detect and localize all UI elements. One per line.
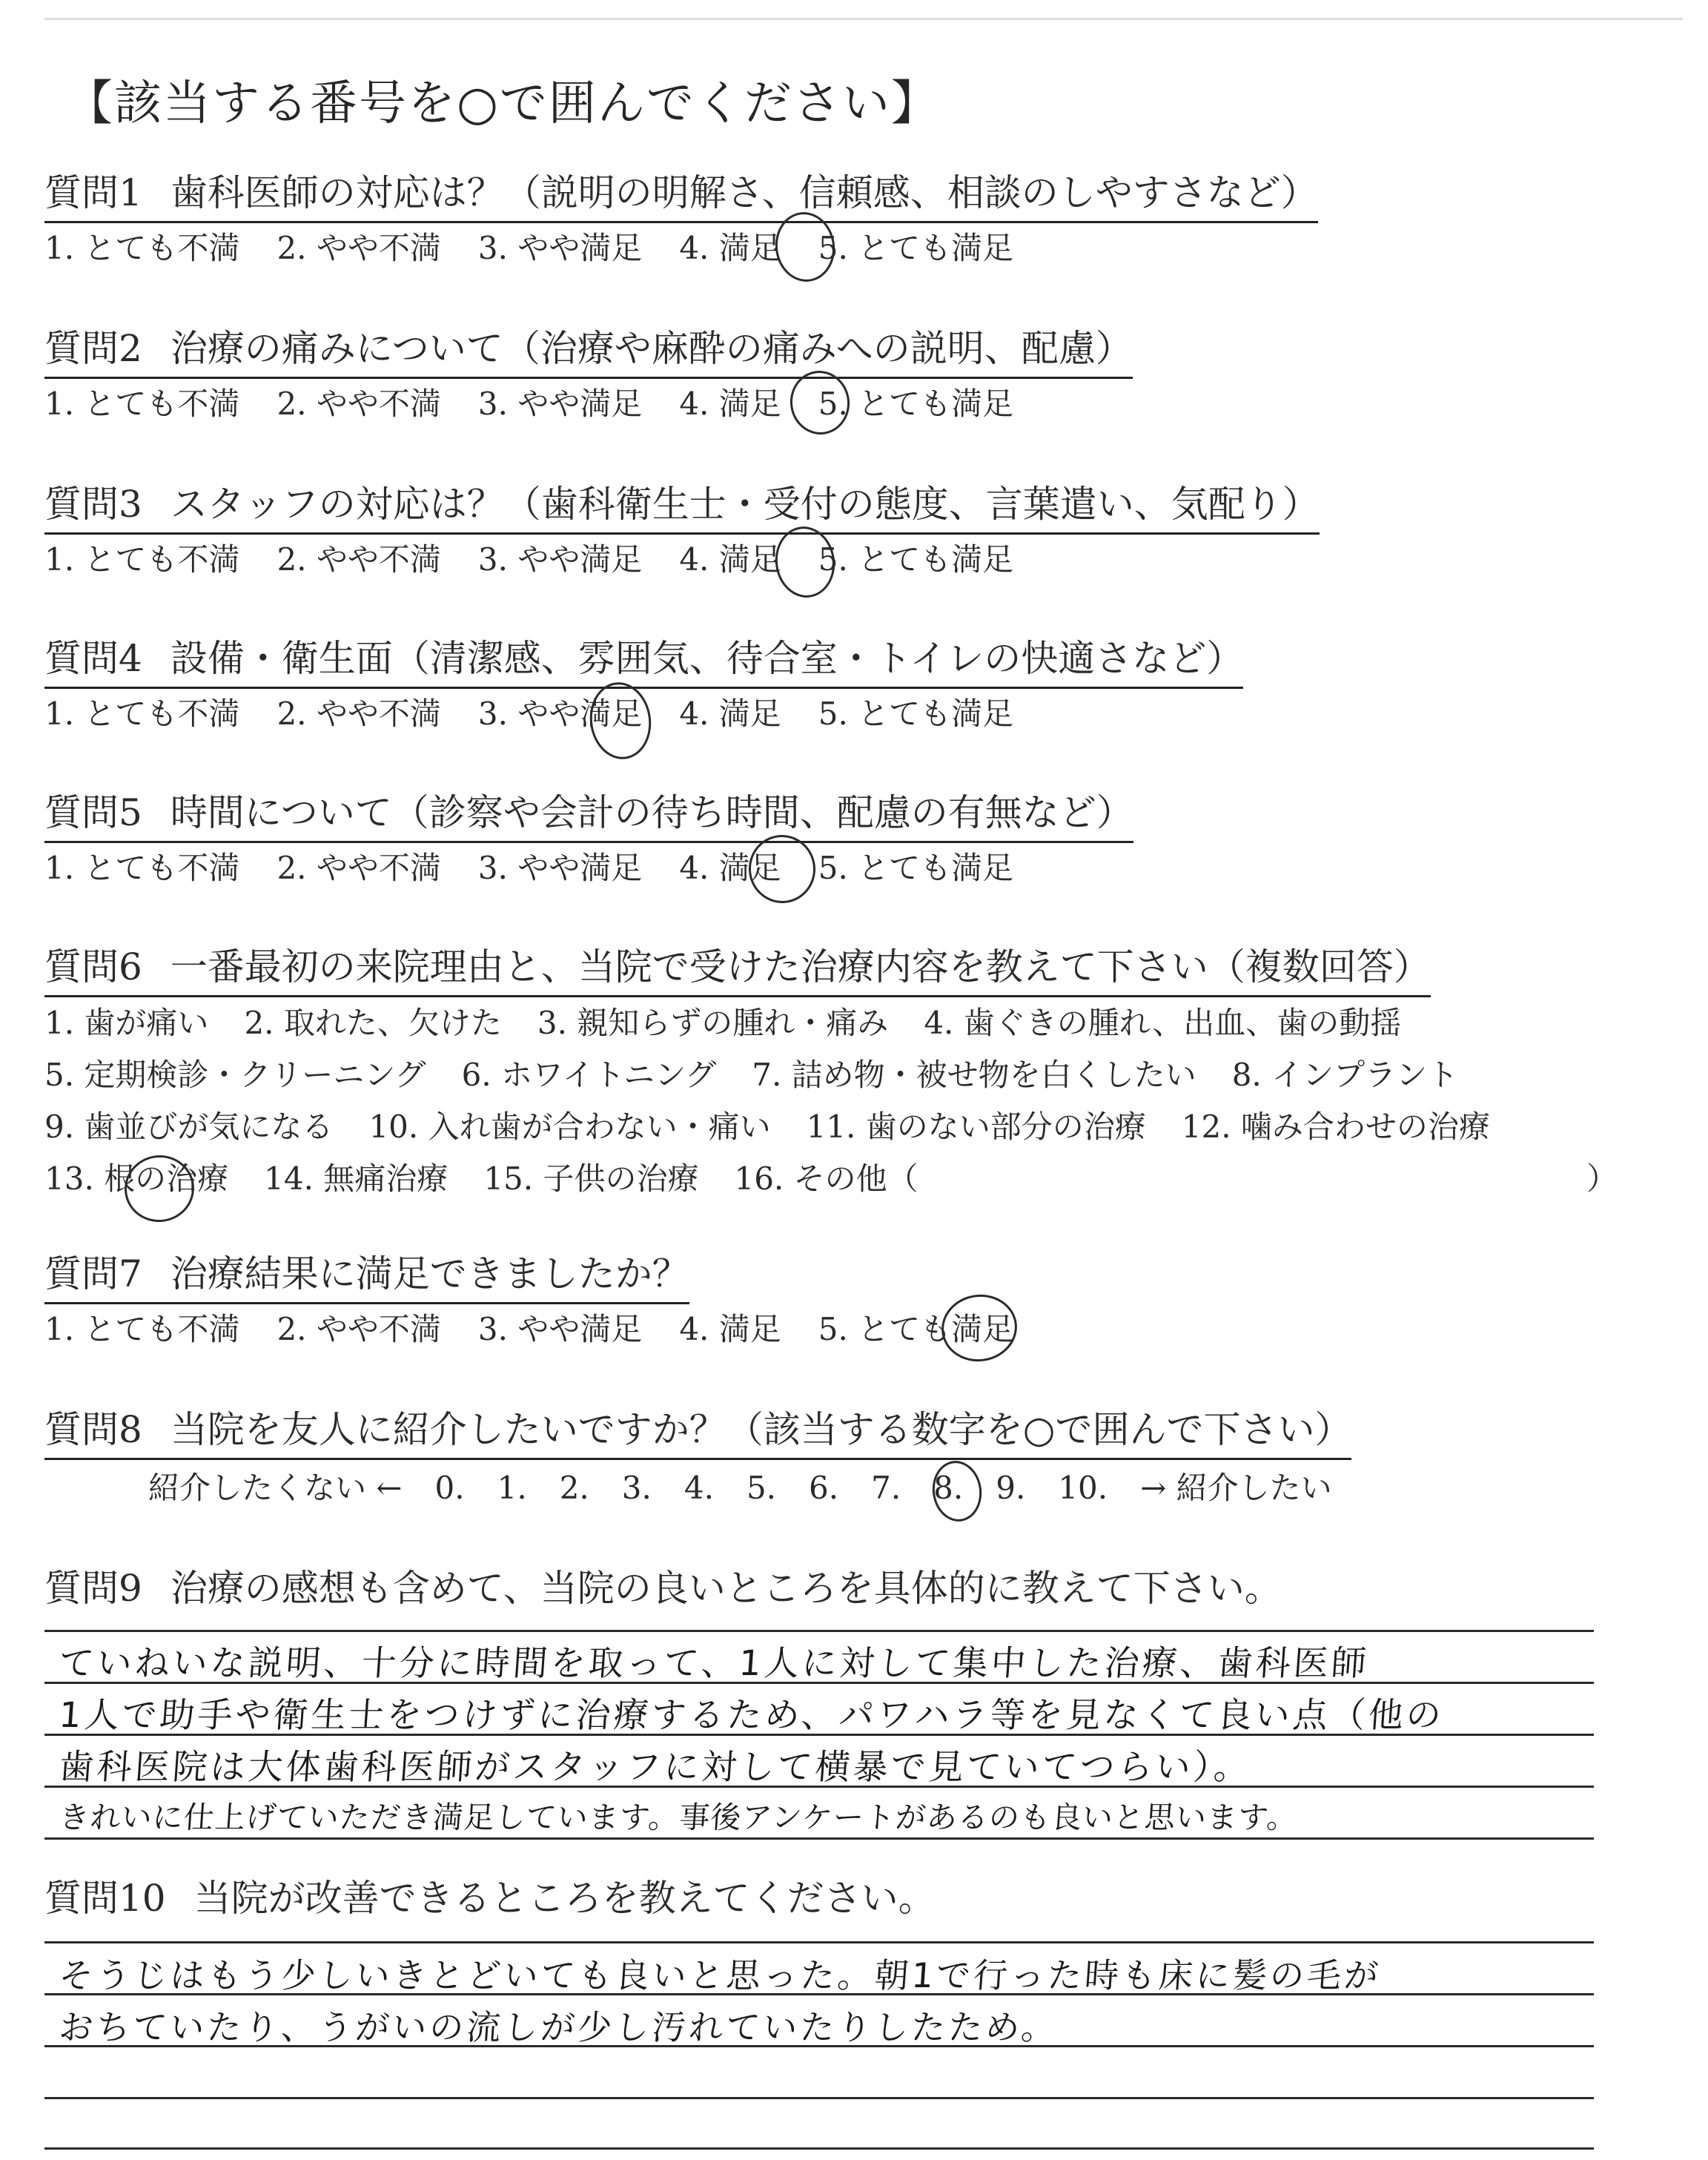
answer-line	[44, 1837, 1594, 1840]
option-2[interactable]: 2. やや不満	[277, 696, 441, 732]
option-11[interactable]: 11. 歯のない部分の治療	[806, 1109, 1146, 1145]
handwritten-answer-line: 1人で助手や衛生士をつけずに治療するため、パワハラ等を見なくて良い点（他の	[57, 1695, 1446, 1736]
answer-line	[44, 1941, 1594, 1943]
option-15[interactable]: 15. 子供の治療	[483, 1160, 699, 1197]
handwritten-answer-line: きれいに仕上げていただき満足しています。事後アンケートがあるのも良いと思います。	[58, 1800, 1300, 1835]
question-number: 質問10	[44, 1877, 166, 1920]
option-3[interactable]: 3. やや満足	[477, 541, 643, 578]
option-2[interactable]: 2. 取れた、欠けた	[244, 1005, 502, 1041]
option-3[interactable]: 3. やや満足	[477, 696, 643, 732]
question-10	[44, 1875, 1675, 1926]
options-row-1	[44, 997, 1675, 1049]
option-5[interactable]: 5. とても満足	[818, 696, 1014, 732]
handwritten-answer-line: おちていたり、うがいの流しが少し汚れていたりしたため。	[57, 2007, 1060, 2047]
option-7[interactable]: 7. 詰め物・被せ物を白くしたい	[752, 1057, 1196, 1093]
option-1[interactable]: 1. とても不満	[44, 696, 240, 732]
question-text: 当院を友人に紹介したいですか？（該当する数字を○で囲んで下さい）	[170, 1408, 1352, 1451]
option-4[interactable]: 4. 満足	[679, 696, 781, 732]
question-number: 質問4	[44, 637, 142, 680]
option-1[interactable]: 1. とても不満	[44, 1311, 240, 1347]
option-13[interactable]: 13. 根の治療	[44, 1160, 229, 1197]
option-4[interactable]: 4. 満足	[679, 541, 781, 578]
question-2	[44, 325, 1675, 426]
options-row-3	[44, 1101, 1675, 1153]
option-16[interactable]: 16. その他（	[734, 1160, 918, 1197]
question-7	[44, 1250, 1675, 1352]
question-text: 治療結果に満足できましたか？	[170, 1252, 689, 1295]
question-text: 治療の感想も含めて、当院の良いところを具体的に教えて下さい。	[170, 1567, 1282, 1610]
question-number: 質問8	[44, 1408, 142, 1451]
options-row-2	[44, 1049, 1675, 1101]
option-8[interactable]: 8. インプラント	[1231, 1057, 1459, 1093]
question-8	[44, 1406, 1675, 1512]
top-border	[44, 18, 1683, 20]
option-3[interactable]: 3. やや満足	[477, 850, 643, 886]
option-5[interactable]: 5. とても満足	[818, 386, 1014, 422]
options	[44, 846, 1675, 891]
option-5[interactable]: 5. とても満足	[818, 541, 1014, 578]
option-9[interactable]: 9. 歯並びが気になる	[44, 1109, 334, 1145]
question-text: 設備・衛生面（清潔感、雰囲気、待合室・トイレの快適さなど）	[170, 637, 1244, 680]
scale-0[interactable]: 0.	[434, 1470, 465, 1506]
scale-9[interactable]: 9.	[996, 1470, 1026, 1506]
answer-line	[44, 2147, 1594, 2150]
question-text: 一番最初の来院理由と、当院で受けた治療内容を教えて下さい（複数回答）	[170, 945, 1431, 988]
option-1[interactable]: 1. とても不満	[44, 230, 240, 266]
handwritten-answer-line: 歯科医院は大体歯科医師がスタッフに対して横暴で見ていてつらい）。	[57, 1747, 1254, 1788]
scale-right-label: → 紹介したい	[1140, 1470, 1332, 1506]
question-number: 質問5	[44, 791, 142, 834]
question-text: 治療の痛みについて（治療や麻酔の痛みへの説明、配慮）	[170, 327, 1133, 370]
scale-5[interactable]: 5.	[746, 1470, 777, 1506]
scale-left-label: 紹介したくない ←	[148, 1470, 403, 1506]
option-5[interactable]: 5. 定期検診・クリーニング	[44, 1057, 426, 1093]
option-2[interactable]: 2. やや不満	[277, 386, 441, 422]
option-1[interactable]: 1. とても不満	[44, 386, 240, 422]
scale-6[interactable]: 6.	[809, 1470, 839, 1506]
question-number: 質問2	[44, 327, 142, 370]
options-row-4	[44, 1153, 1675, 1205]
question-text: スタッフの対応は？（歯科衛生士・受付の態度、言葉遣い、気配り）	[170, 483, 1320, 526]
handwritten-answer-line: ていねいな説明、十分に時間を取って、1人に対して集中した治療、歯科医師	[57, 1643, 1371, 1684]
question-1	[44, 169, 1675, 271]
option-5[interactable]: 5. とても満足	[818, 230, 1014, 266]
options	[44, 538, 1675, 582]
option-4[interactable]: 4. 歯ぐきの腫れ、出血、歯の動揺	[924, 1005, 1402, 1041]
question-number: 質問1	[44, 171, 142, 214]
question-number: 質問3	[44, 483, 142, 526]
options	[44, 226, 1675, 271]
option-6[interactable]: 6. ホワイトニング	[461, 1057, 717, 1093]
question-text: 歯科医師の対応は？（説明の明解さ、信頼感、相談のしやすさなど）	[170, 171, 1318, 214]
answer-line	[44, 1630, 1594, 1632]
scale-3[interactable]: 3.	[621, 1470, 652, 1506]
scale-4[interactable]: 4.	[683, 1470, 714, 1506]
option-3[interactable]: 3. 親知らずの腫れ・痛み	[537, 1005, 889, 1041]
options	[44, 692, 1675, 736]
option-4[interactable]: 4. 満足	[679, 230, 781, 266]
question-3	[44, 480, 1675, 582]
option-2[interactable]: 2. やや不満	[277, 541, 441, 578]
option-4[interactable]: 4. 満足	[679, 1311, 781, 1347]
options	[44, 1307, 1675, 1352]
recommend-scale	[148, 1464, 1675, 1512]
option-12[interactable]: 12. 噛み合わせの治療	[1181, 1109, 1490, 1145]
option-10[interactable]: 10. 入れ歯が合わない・痛い	[368, 1109, 771, 1145]
option-3[interactable]: 3. やや満足	[477, 230, 643, 266]
option-1[interactable]: 1. とても不満	[44, 541, 240, 578]
option-2[interactable]: 2. やや不満	[277, 230, 441, 266]
option-1[interactable]: 1. とても不満	[44, 850, 240, 886]
option-1[interactable]: 1. 歯が痛い	[44, 1005, 209, 1041]
option-5[interactable]: 5. とても満足	[818, 1311, 1014, 1347]
option-2[interactable]: 2. やや不満	[277, 1311, 441, 1347]
scale-7[interactable]: 7.	[871, 1470, 901, 1506]
question-9	[44, 1565, 1675, 1616]
question-number: 質問6	[44, 945, 142, 988]
option-3[interactable]: 3. やや満足	[477, 1311, 643, 1347]
scale-8[interactable]: 8.	[933, 1470, 964, 1506]
question-text: 当院が改善できるところを教えてください。	[193, 1877, 936, 1920]
question-5	[44, 789, 1675, 891]
option-4[interactable]: 4. 満足	[679, 850, 781, 886]
scale-1[interactable]: 1.	[497, 1470, 527, 1506]
option-4[interactable]: 4. 満足	[679, 386, 781, 422]
answer-line	[44, 2097, 1594, 2099]
option-14[interactable]: 14. 無痛治療	[264, 1160, 448, 1197]
handwritten-answer-line: そうじはもう少しいきとどいても良いと思った。朝1で行った時も床に髪の毛が	[57, 1955, 1383, 1995]
question-number: 質問9	[44, 1567, 142, 1610]
option-5[interactable]: 5. とても満足	[818, 850, 1014, 886]
other-close-paren: ）	[1586, 1160, 1618, 1197]
question-6	[44, 943, 1675, 1205]
scale-2[interactable]: 2.	[559, 1470, 589, 1506]
option-2[interactable]: 2. やや不満	[277, 850, 441, 886]
options	[44, 382, 1675, 426]
question-4	[44, 635, 1675, 736]
page-title: 【該当する番号を○で囲んでください】	[65, 76, 940, 131]
question-text: 時間について（診察や会計の待ち時間、配慮の有無など）	[170, 791, 1133, 834]
scale-10[interactable]: 10.	[1058, 1470, 1108, 1506]
option-3[interactable]: 3. やや満足	[477, 386, 643, 422]
question-number: 質問7	[44, 1252, 142, 1295]
